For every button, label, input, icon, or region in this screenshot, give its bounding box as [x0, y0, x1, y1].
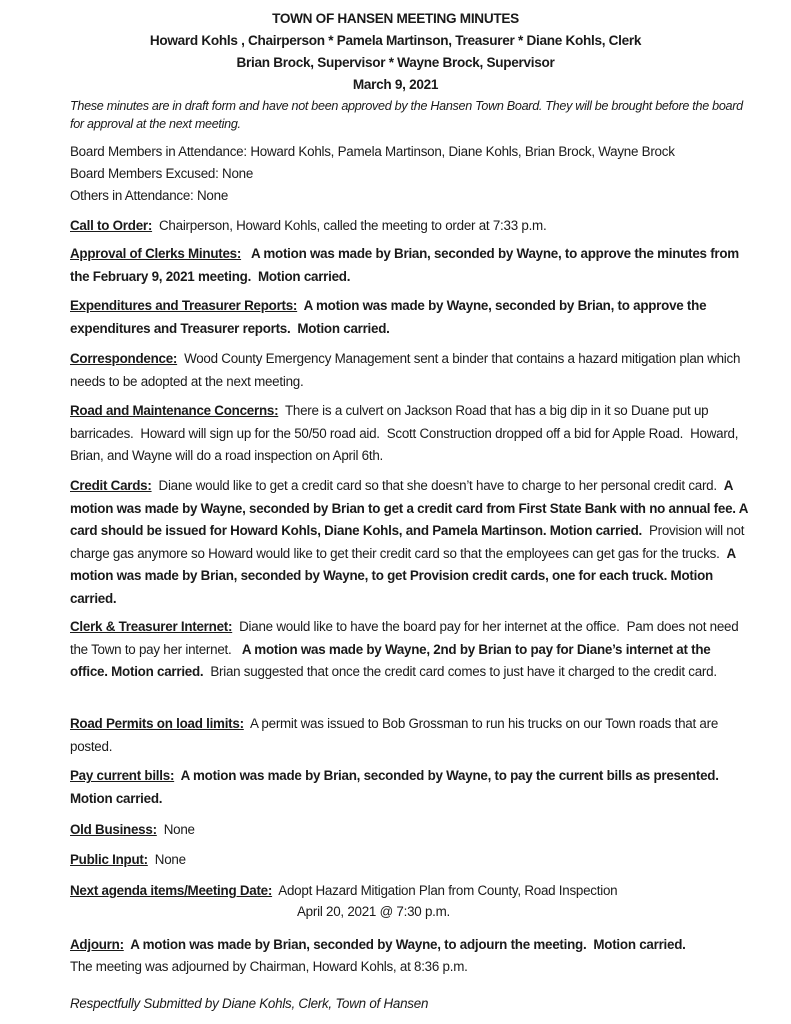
meeting-date: March 9, 2021: [352, 77, 439, 92]
section-text: Wood County Emergency Management sent a binder that contains a hazard mitigation plan which needs to be adopted at the next meeting.: [70, 351, 744, 389]
section-label: Expenditures and Treasurer Reports:: [70, 298, 298, 313]
section-old-business: [70, 819, 750, 842]
section-text: Diane would like to get a credit card so that she doesn’t have to charge to her personal credit card.: [151, 478, 724, 493]
section-road-permits: [70, 713, 750, 758]
draft-notice: These minutes are in draft form and have not been approved by the Hansen Town Board. They will be brought before the board for approval at the next meeting.: [70, 99, 743, 131]
section-label: Old Business:: [70, 822, 157, 837]
next-meeting-date: April 20, 2021 @ 7:30 p.m.: [297, 904, 450, 919]
section-public-input: [70, 849, 750, 872]
section-label: Pay current bills:: [70, 768, 175, 783]
section-label: Credit Cards:: [70, 478, 152, 493]
section-text: Chairperson, Howard Kohls, called the meeting to order at 7:33 p.m.: [152, 218, 547, 233]
section-correspondence: [70, 348, 750, 393]
motion-text: A motion was made by Wayne, seconded by Brian, to approve the expenditures and Treasurer reports. Motion carried.: [70, 298, 710, 336]
section-text: None: [156, 822, 195, 837]
motion-text: A motion was made by Wayne, seconded by Brian to get a credit card from First State Bank with no annual fee. A card should be issued for Howard Kohls, Diane Kohls, and Pamela Martinson. Motion carried.: [70, 478, 748, 538]
attendance-present: Board Members in Attendance: Howard Kohls, Pamela Martinson, Diane Kohls, Brian Brock, Wayne Brock: [70, 144, 675, 159]
attendance-others: Others in Attendance: None: [70, 188, 229, 203]
section-label: Next agenda items/Meeting Date:: [70, 883, 273, 898]
section-credit-cards: [70, 475, 750, 610]
section-approval-minutes: [70, 243, 750, 288]
document-title: TOWN OF HANSEN MEETING MINUTES: [272, 11, 519, 26]
motion-text: A motion was made by Wayne, 2nd by Brian to pay for Diane’s internet at the office. Motion carried.: [70, 641, 711, 679]
motion-text: A motion was made by Brian, seconded by Wayne, to get Provision credit cards, one for each truck. Motion carried.: [70, 545, 736, 606]
section-text: Adopt Hazard Mitigation Plan from County, Road Inspection: [272, 883, 618, 898]
section-label: Public Input:: [70, 852, 148, 867]
section-label: Adjourn:: [70, 937, 124, 952]
signature: Respectfully Submitted by Diane Kohls, Clerk, Town of Hansen: [70, 996, 429, 1011]
section-label: Call to Order:: [70, 218, 153, 233]
section-call-to-order: [70, 215, 750, 238]
section-text: Brian suggested that once the credit card comes to just have it charged to the credit card.: [203, 664, 717, 679]
section-label: Road Permits on load limits:: [70, 716, 244, 731]
section-text: A permit was issued to Bob Grossman to run his trucks on our Town roads that are posted.: [70, 716, 722, 754]
section-label: Correspondence:: [70, 351, 178, 366]
attendance-excused: Board Members Excused: None: [70, 166, 254, 181]
section-text: There is a culvert on Jackson Road that has a big dip in it so Duane put up barricades. Howard will sign up for the 50/50 road aid. Scott Construction dropped off a bid for Apple Road. Howard, Brian, and Wayne will do a road inspection on April 6th.: [70, 403, 742, 463]
section-text: Provision will not charge gas anymore so Howard would like to get their credit card so that the employees can get gas for the trucks.: [70, 523, 748, 561]
section-label: Approval of Clerks Minutes:: [70, 246, 242, 261]
officers-line-1: Howard Kohls , Chairperson * Pamela Martinson, Treasurer * Diane Kohls, Clerk: [149, 33, 642, 48]
motion-text: A motion was made by Brian, seconded by Wayne, to approve the minutes from the February 9, 2021 meeting. Motion carried.: [70, 246, 743, 284]
section-text: None: [147, 852, 186, 867]
section-label: Road and Maintenance Concerns:: [70, 403, 279, 418]
section-next-agenda: [70, 880, 750, 903]
section-expenditures: [70, 295, 750, 340]
motion-text: A motion was made by Brian, seconded by Wayne, to adjourn the meeting. Motion carried.: [123, 937, 686, 952]
section-text: Diane would like to have the board pay for her internet at the office. Pam does not need the Town to pay her internet.: [70, 619, 742, 657]
motion-text: A motion was made by Brian, seconded by Wayne, to pay the current bills as presented. Motion carried.: [70, 768, 726, 806]
section-road-maintenance: [70, 400, 750, 468]
section-internet: [70, 616, 750, 684]
officers-line-2: Brian Brock, Supervisor * Wayne Brock, Supervisor: [236, 55, 555, 70]
section-adjourn: [70, 934, 750, 957]
section-label: Clerk & Treasurer Internet:: [70, 619, 233, 634]
adjourn-note: The meeting was adjourned by Chairman, Howard Kohls, at 8:36 p.m.: [70, 959, 468, 974]
section-pay-bills: [70, 765, 750, 810]
